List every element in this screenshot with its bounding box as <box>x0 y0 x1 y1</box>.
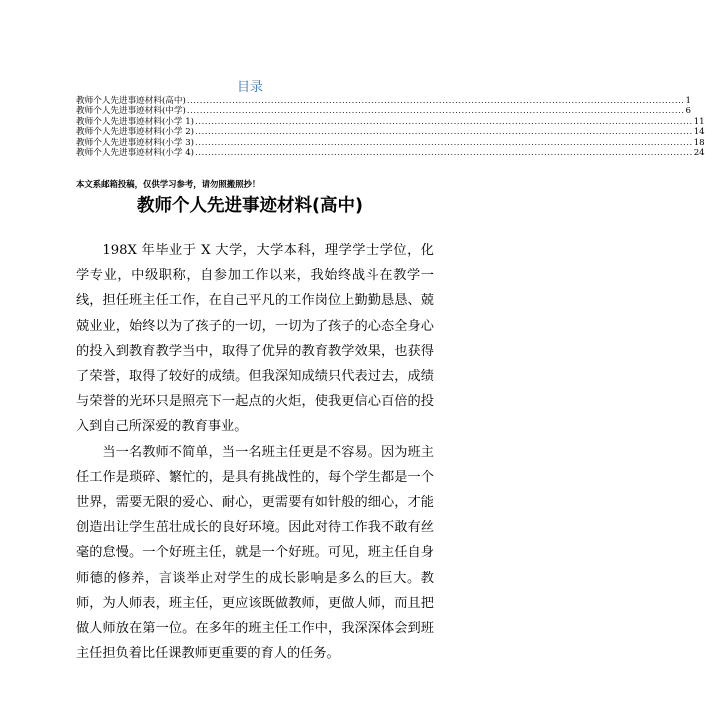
toc-leader-dots: .......................................................................................................................................................... <box>195 147 693 158</box>
toc-entry-title: 教师个人先进事迹材料(小学 3) <box>76 137 195 148</box>
toc-entry-page: 1 <box>685 96 691 106</box>
toc-entry-title: 教师个人先进事迹材料(小学 4) <box>76 147 195 158</box>
toc-leader-dots: .......................................................................................................................................................... <box>186 106 685 117</box>
toc-entry[interactable] <box>76 96 691 106</box>
toc-leader-dots: .......................................................................................................................................................... <box>195 137 693 148</box>
toc-entry[interactable] <box>76 147 705 158</box>
toc-entry[interactable] <box>76 137 705 148</box>
toc-entry-page: 11 <box>693 116 705 127</box>
toc-entry-title: 教师个人先进事迹材料(小学 1) <box>76 116 195 127</box>
toc-entry-title: 教师个人先进事迹材料(中学) <box>76 106 186 117</box>
toc-entry-title: 教师个人先进事迹材料(高中) <box>76 96 186 106</box>
toc-entry-page: 6 <box>685 106 691 117</box>
toc-entry[interactable] <box>76 106 691 117</box>
body-paragraph: 当一名教师不简单，当一名班主任更是不容易。因为班主任工作是琐碎、繁忙的，是具有挑战性的，每个学生都是一个世界，需要无限的爱心、耐心，更需要有如针般的细心，才能创造出让学生茁壮成长的良好环境。因此对待工作我不敢有丝毫的怠慢。一个好班主任，就是一个好班。可见，班主任自身师德的修养，言谈举止对学生的成长影响是多么的巨大。教师，为人师表，班主任，更应该既做教师，更做人师，而且把做人师放在第一位。在多年的班主任工作中，我深深体会到班主任担负着比任课教师更重要的育人的任务。 <box>76 444 434 662</box>
document-body <box>76 238 434 666</box>
toc-leader-dots: .......................................................................................................................................................... <box>186 96 685 106</box>
copy-notice: 本文系邮箱投稿，仅供学习参考，请勿照搬照抄！ <box>76 179 261 189</box>
table-of-contents <box>76 96 705 158</box>
toc-leader-dots: .......................................................................................................................................................... <box>195 127 693 138</box>
toc-entry[interactable] <box>76 116 705 127</box>
toc-leader-dots: .......................................................................................................................................................... <box>195 116 693 127</box>
toc-entry-page: 24 <box>693 147 705 158</box>
toc-entry-page: 14 <box>693 127 705 138</box>
document-title: 教师个人先进事迹材料(高中) <box>137 196 363 216</box>
toc-entry[interactable] <box>76 127 705 138</box>
body-paragraph: 198X 年毕业于 X 大学，大学本科，理学学士学位，化学专业，中级职称，自参加工作以来，我始终战斗在教学一线，担任班主任工作，在自己平凡的工作岗位上勤勤恳恳、兢兢业业，始终以为了孩子的一切，一切为了孩子的心态全身心的投入到教育教学当中，取得了优异的教育教学效果，也获得了荣誉，取得了较好的成绩。但我深知成绩只代表过去，成绩与荣誉的光环只是照亮下一起点的火炬，使我更信心百倍的投入到自己所深爱的教育事业。 <box>76 243 434 435</box>
toc-entry-title: 教师个人先进事迹材料(小学 2) <box>76 127 195 138</box>
toc-entry-page: 18 <box>693 137 705 148</box>
toc-heading: 目录 <box>236 80 263 95</box>
